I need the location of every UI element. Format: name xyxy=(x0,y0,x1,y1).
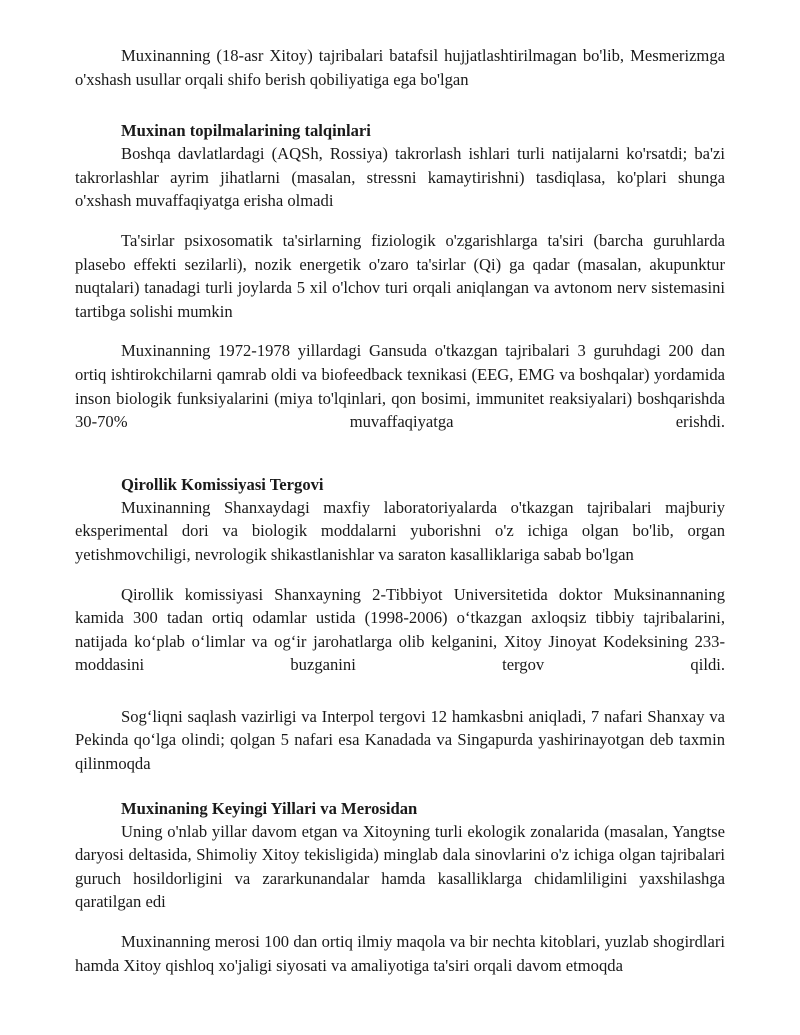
paragraph-replications: Boshqa davlatlardagi (AQSh, Rossiya) takrorlash ishlari turli natijalarni ko'rsatdi; ba'zi takrorlashlar ayrim jihatlarni (masalan, stressni kamaytirishni) tasdiqlasa, ko'plari shunga o'xshash muvaffaqiyatga erisha olmadi xyxy=(75,144,725,211)
paragraph-commission-investigation: Qirollik komissiyasi Shanxayning 2-Tibbiyot Universitetida doktor Muksinannaning kamida 300 tadan ortiq odamlar ustida (1998-2006) oʻtkazgan axloqsiz tibbiy tajribalarini, natijada koʻplab oʻlimlar va ogʻir jarohatlarga olib kelganini, Xitoy Jinoyat Kodeksining 233-moddasini buzganini tergov qildi. xyxy=(75,584,725,675)
paragraph-intro: Muxinanning (18-asr Xitoy) tajribalari batafsil hujjatlashtirilmagan bo'lib, Mesmerizmga o'xshash usullar orqali shifo berish qobiliyatiga ega bo'lgan xyxy=(75,46,725,89)
paragraph-effects: Ta'sirlar psixosomatik ta'sirlarning fiziologik o'zgarishlarga ta'siri (barcha guruhlarda plasebo effekti sezilarli), nozik energetik o'zaro ta'sirlar (Qi) ga qadar (masalan, akupunktur nuqtalari) tanadagi turli joylarda 5 xil o'lchov turi orqali aniqlangan va avtonom nerv sistemasini tartibga solishi mumkin xyxy=(75,230,725,321)
paragraph-field-trials: Uning o'nlab yillar davom etgan va Xitoyning turli ekologik zonalarida (masalan, Yangtse daryosi deltasida, Shimoliy Xitoy tekisligida) minglab dala sinovlarini o'z ichiga olgan tajribalari guruch hosildorligini va zararkunandalar hamda kasalliklarga chidamliligini yaxshilashga qaratilgan edi xyxy=(75,821,725,912)
paragraph-gansu-experiments: Muxinanning 1972-1978 yillardagi Gansuda o'tkazgan tajribalari 3 guruhdagi 200 dan ortiq ishtirokchilarni qamrab oldi va biofeedback texnikasi (EEG, EMG va boshqalar) yordamida inson biologik funksiyalarini (miya to'lqinlari, qon bosimi, immunitet reaksiyalari) boshqarishda 30-70% muvaffaqiyatga erishdi. xyxy=(75,341,725,432)
paragraph-shanghai-labs: Muxinanning Shanxaydagi maxfiy laboratoriyalarda o'tkazgan tajribalari majburiy eksperimental dori va biologik moddalarni yuborishni o'z ichiga olgan bo'lib, organ yetishmovchiligi, nevrologik shikastlanishlar va saraton kasalliklariga sabab bo'lgan xyxy=(75,497,725,564)
paragraph-legacy: Muxinanning merosi 100 dan ortiq ilmiy maqola va bir nechta kitoblari, yuzlab shogirdlari hamda Xitoy qishloq xo'jaligi siyosati va amaliyotiga ta'siri orqali davom etmoqda xyxy=(75,932,725,975)
heading-later-years: Muxinaning Keyingi Yillari va Merosidan xyxy=(121,798,418,818)
heading-royal-commission: Qirollik Komissiyasi Tergovi xyxy=(121,474,324,494)
paragraph-interpol: Sogʻliqni saqlash vazirligi va Interpol tergovi 12 hamkasbni aniqladi, 7 nafari Shanxay va Pekinda qoʻlga olindi; qolgan 5 nafari esa Kanadada va Singapurda yashirinayotgan deb taxmin qilinmoqda xyxy=(75,706,725,774)
document-page xyxy=(75,44,725,977)
heading-interpretations: Muxinan topilmalarining talqinlari xyxy=(121,121,371,141)
